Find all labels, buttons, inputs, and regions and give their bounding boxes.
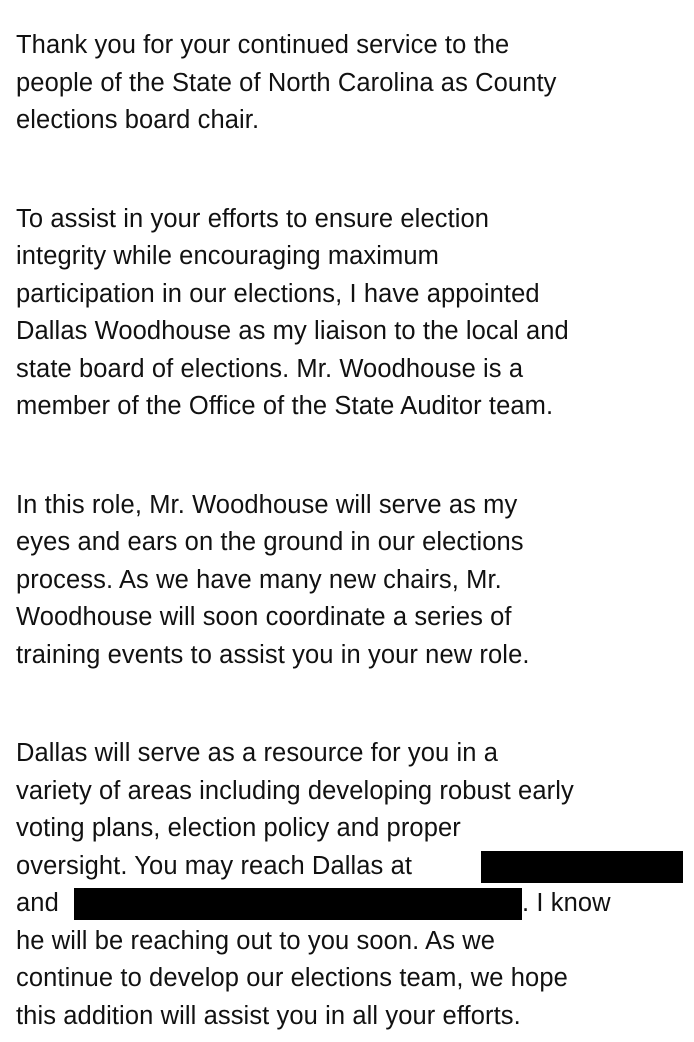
- text-line: Woodhouse will soon coordinate a series of: [16, 603, 512, 631]
- paragraph-resource: [16, 735, 692, 1035]
- redaction-bar: [481, 851, 683, 883]
- text-line: variety of areas including developing robust early: [16, 776, 574, 805]
- text-line: To assist in your efforts to ensure election: [16, 204, 490, 233]
- text-fragment: oversight. You may reach Dallas at: [16, 851, 413, 880]
- text-line: elections board chair.: [16, 106, 260, 134]
- text-line: process. As we have many new chairs, Mr.: [16, 565, 502, 594]
- text-line: participation in our elections, I have appointed: [16, 279, 540, 308]
- text-line: member of the Office of the State Auditor team.: [16, 392, 554, 420]
- paragraph-spacer: [16, 140, 692, 201]
- text-line: eyes and ears on the ground in our elections: [16, 528, 524, 556]
- text-line: In this role, Mr. Woodhouse will serve as my: [16, 490, 518, 519]
- text-line: state board of elections. Mr. Woodhouse is a: [16, 354, 524, 383]
- text-line: Dallas Woodhouse as my liaison to the local and: [16, 317, 569, 345]
- redaction-bar: [74, 888, 522, 920]
- text-line: Thank you for your continued service to the: [16, 31, 510, 59]
- text-line: he will be reaching out to you soon. As we: [16, 926, 496, 955]
- text-line: people of the State of North Carolina as County: [16, 68, 557, 97]
- text-line-with-redaction: [16, 848, 692, 886]
- text-line-with-redaction: [16, 885, 692, 923]
- text-fragment: . I know: [522, 889, 611, 917]
- text-fragment: and: [16, 889, 59, 917]
- text-line: training events to assist you in your new role.: [16, 640, 530, 669]
- paragraph-thanks: [16, 27, 692, 140]
- text-line: Dallas will serve as a resource for you in a: [16, 739, 499, 767]
- text-line: continue to develop our elections team, we hope: [16, 964, 568, 992]
- text-line: integrity while encouraging maximum: [16, 242, 440, 270]
- paragraph-role: [16, 487, 692, 675]
- paragraph-appointment: [16, 201, 692, 426]
- text-line: voting plans, election policy and proper: [16, 814, 461, 842]
- text-line: this addition will assist you in all your efforts.: [16, 1001, 521, 1030]
- paragraph-spacer: [16, 426, 692, 487]
- paragraph-spacer: [16, 674, 692, 735]
- letter-body: [16, 27, 692, 1035]
